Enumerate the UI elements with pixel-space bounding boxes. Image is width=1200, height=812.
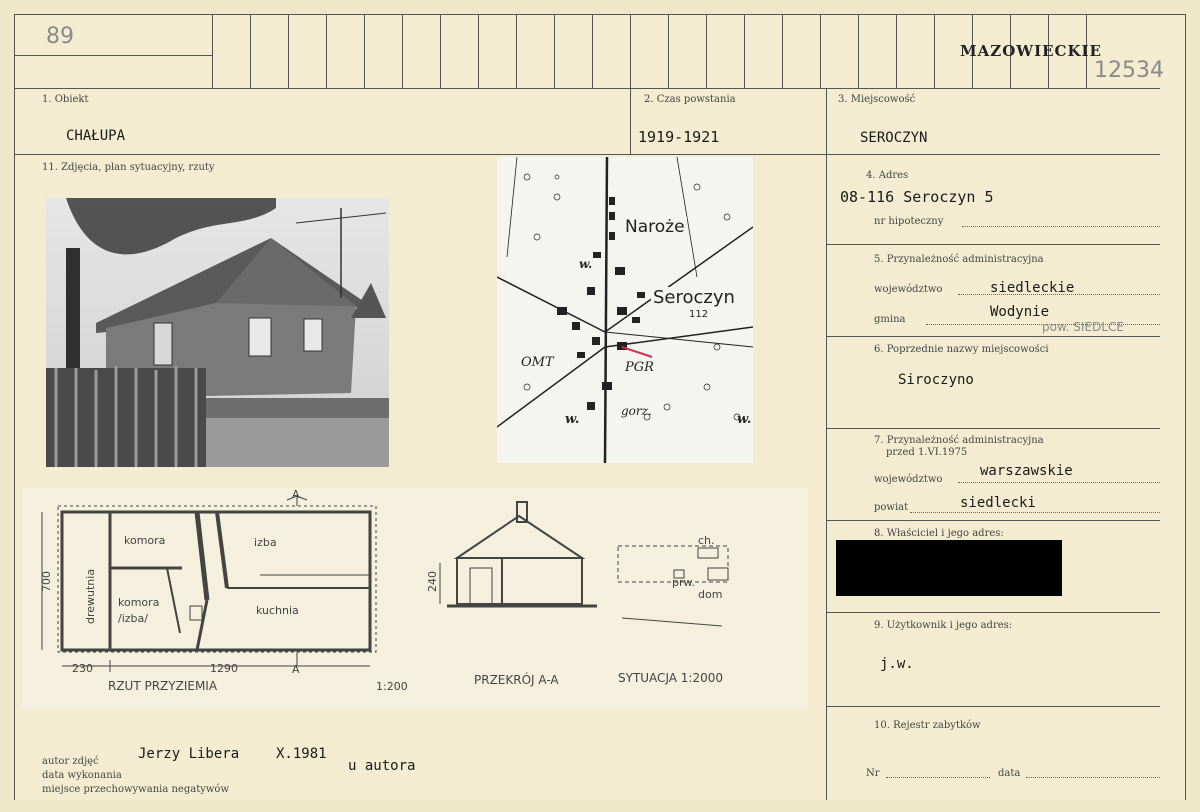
plan-section-mark-bottom: A [292,663,300,676]
wojewodztwo-label: województwo [874,284,943,295]
obiekt-value: CHAŁUPA [66,128,126,144]
right-border [1185,14,1186,800]
gmina-value: Wodynie [990,304,1050,320]
powiat-line [910,512,1160,513]
plan-dim-1290: 1290 [210,662,238,675]
przed1975-label-2: przed 1.VI.1975 [886,447,968,458]
uzytkownik-value: j.w. [880,656,914,672]
plan-label-kuchnia: kuchnia [256,604,299,617]
row-line [826,520,1160,521]
header-tick [668,14,669,88]
header-tick [782,14,783,88]
przed1975-wojewodztwo-label: województwo [874,474,943,485]
adres-label: 4. Adres [866,170,909,181]
plan-dim-230: 230 [72,662,93,675]
header-tick [250,14,251,88]
plan-scale: 1:200 [376,680,408,693]
header-tick [896,14,897,88]
plan-label-izba2: /izba/ [118,612,148,625]
autor-value: Jerzy Libera [138,746,240,762]
region-name: MAZOWIECKIE [960,42,1102,60]
handwritten-catalog-number: 12534 [1094,58,1164,83]
header-tick [744,14,745,88]
rejestr-nr-line [886,777,990,778]
plan-label-drewutnia: drewutnia [84,568,97,624]
row-line [826,428,1160,429]
plan-title-przekroj: PRZEKRÓJ A-A [474,673,559,687]
rejestr-nr-label: Nr [866,768,880,779]
plan-section-mark-top: A [292,488,300,501]
gmina-label: gmina [874,314,906,325]
header-tick [402,14,403,88]
header-tick [440,14,441,88]
map-elevation: 112 [689,309,709,320]
header-tick [630,14,631,88]
plan-label-izba: izba [254,536,277,549]
adres-value: 08-116 Seroczyn 5 [840,188,994,206]
rejestr-label: 10. Rejestr zabytków [874,720,981,731]
header-tick [706,14,707,88]
plan-title-rzut: RZUT PRZYZIEMIA [108,679,218,693]
autor-label: autor zdjęć [42,756,99,767]
header-tick [326,14,327,88]
hipoteczny-label: nr hipoteczny [874,216,944,227]
header-tick [858,14,859,88]
plan-dim-240: 240 [426,571,439,592]
przed1975-wojewodztwo-value: warszawskie [980,463,1073,479]
location-map [497,157,753,463]
row-line [826,612,1160,613]
plan-dim-700: 700 [40,571,53,592]
map-label-w3: w. [737,412,752,427]
architectural-drawings [22,488,808,710]
map-label-w1: w. [579,257,593,271]
powiat-label: powiat [874,502,909,513]
left-border [14,14,15,800]
przynaleznosc-label: 5. Przynależność administracyjna [874,254,1044,265]
map-label-naroze: Naroże [625,217,685,237]
header-tick [592,14,593,88]
plan-label-komora2: komora [118,596,160,609]
data-label: data wykonania [42,770,122,781]
miejscowosc-value: SEROCZYN [860,130,928,146]
redacted-owner-address [836,540,1062,596]
row1-bottom-line [14,154,1160,155]
row-line [826,706,1160,707]
map-label-w2: w. [565,412,580,427]
zdjecia-label: 11. Zdjęcia, plan sytuacyjny, rzuty [42,162,215,173]
miejsce-value: u autora [348,758,416,774]
przed1975-wojewodztwo-line [958,482,1160,483]
poprzednie-value: Siroczyno [898,372,974,388]
row-line [826,244,1160,245]
header-number-line [14,55,212,56]
map-label-pgr: PGR [625,360,654,375]
obiekt-label: 1. Obiekt [42,94,89,105]
row-line [826,336,1160,337]
map-label-omt: OMT [521,355,554,370]
miejsce-label: miejsce przechowywania negatywów [42,784,229,795]
wojewodztwo-line [958,294,1160,295]
header-tick [212,14,213,88]
header-tick [934,14,935,88]
data-value: X.1981 [276,746,327,762]
rejestr-data-label: data [998,768,1021,779]
header-tick [820,14,821,88]
map-label-gorz: gorz. [621,404,652,418]
plan-label-dom: dom [698,588,723,601]
hipoteczny-line [962,226,1160,227]
map-label-seroczyn: Seroczyn [653,287,735,308]
main-vertical-divider [826,88,827,800]
header-tick [364,14,365,88]
miejscowosc-label: 3. Miejscowość [838,94,916,105]
czas-value: 1919-1921 [638,128,720,146]
house-photo [46,198,389,467]
plan-title-sytuacja: SYTUACJA 1:2000 [618,671,724,685]
header-tick [478,14,479,88]
header-tick [554,14,555,88]
divider [630,88,631,154]
handwritten-number: 89 [46,24,74,49]
przed1975-label-1: 7. Przynależność administracyjna [874,435,1044,446]
rejestr-data-line [1026,777,1160,778]
header-tick [288,14,289,88]
header-bottom-line [14,88,1160,89]
plan-label-prw: prw. [672,576,695,589]
handwritten-powiat-note: pow. SIEDLCE [1042,320,1124,334]
wojewodztwo-value: siedleckie [990,280,1075,296]
plan-label-ch: ch. [698,534,715,547]
header-tick [516,14,517,88]
poprzednie-label: 6. Poprzednie nazwy miejscowości [874,344,1049,355]
plan-label-komora1: komora [124,534,166,547]
uzytkownik-label: 9. Użytkownik i jego adres: [874,620,1013,631]
powiat-value: siedlecki [960,495,1036,511]
czas-label: 2. Czas powstania [644,94,736,105]
wlasciciel-label: 8. Właściciel i jego adres: [874,528,1004,539]
